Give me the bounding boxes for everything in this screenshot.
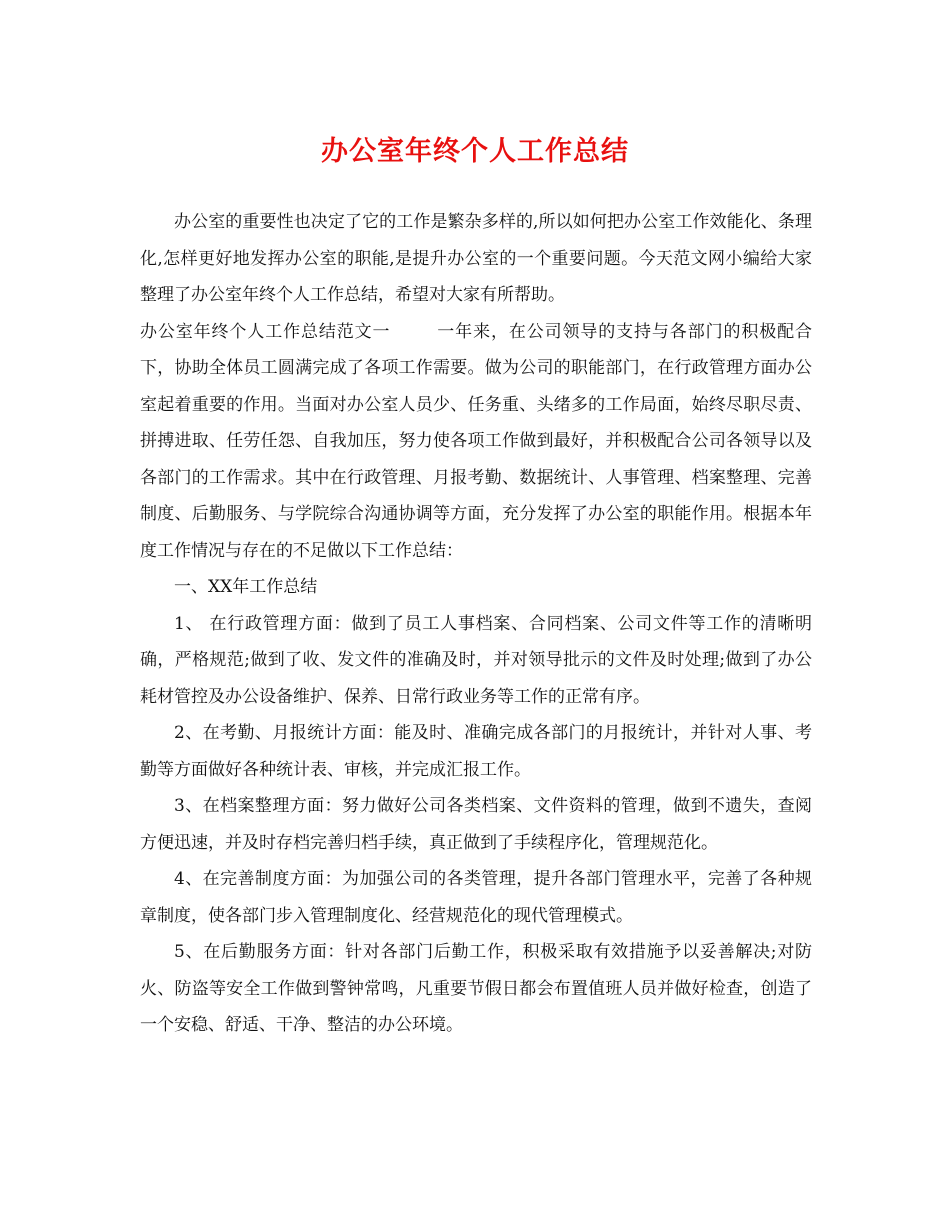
list-item: 5、在后勤服务方面：针对各部门后勤工作，积极采取有效措施予以妥善解决;对防火、防盗等安全工作做到警钟常鸣，凡重要节假日都会布置值班人员并做好检查，创造了一个安稳、舒适、干净、整洁的办公环境。 [140, 942, 812, 1035]
intro-paragraph: 办公室的重要性也决定了它的工作是繁杂多样的,所以如何把办公室工作效能化、条理化,怎样更好地发挥办公室的职能,是提升办公室的一个重要问题。今天范文网小编给大家整理了办公室年终个人工作总结，希望对大家有所帮助。 [140, 212, 812, 305]
section-heading: 一、XX年工作总结 [174, 577, 318, 597]
list-item: 3、在档案整理方面：努力做好公司各类档案、文件资料的管理，做到不遗失，查阅方便迅速，并及时存档完善归档手续，真正做到了手续程序化，管理规范化。 [140, 796, 812, 853]
list-item: 4、在完善制度方面：为加强公司的各类管理，提升各部门管理水平，完善了各种规章制度，使各部门步入管理制度化、经营规范化的现代管理模式。 [140, 869, 812, 926]
document-title: 办公室年终个人工作总结 [321, 136, 629, 167]
sample-label: 办公室年终个人工作总结范文一 [140, 321, 391, 342]
list-item: 1、 在行政管理方面：做到了员工人事档案、合同档案、公司文件等工作的清晰明确，严格规范;做到了收、发文件的准确及时，并对领导批示的文件及时处理;做到了办公耗材管控及办公设备维护、保养、日常行政业务等工作的正常有序。 [140, 613, 812, 707]
list-item: 2、在考勤、月报统计方面：能及时、准确完成各部门的月报统计，并针对人事、考勤等方面做好各种统计表、审核，并完成汇报工作。 [140, 723, 812, 780]
document-body [140, 204, 812, 1044]
sample-paragraph [140, 314, 812, 570]
sample-text: 一年来，在公司领导的支持与各部门的积极配合下，协助全体员工圆满完成了各项工作需要。做为公司的职能部门，在行政管理方面办公室起着重要的作用。当面对办公室人员少、任务重、头绪多的工作局面，始终尽职尽责、拼搏进取、任劳任怨、自我加压，努力使各项工作做到最好，并积极配合公司各领导以及各部门的工作需求。其中在行政管理、月报考勤、数据统计、人事管理、档案整理、完善制度、后勤服务、与学院综合沟通协调等方面，充分发挥了办公室的职能作用。根据本年度工作情况与存在的不足做以下工作总结： [140, 321, 813, 561]
